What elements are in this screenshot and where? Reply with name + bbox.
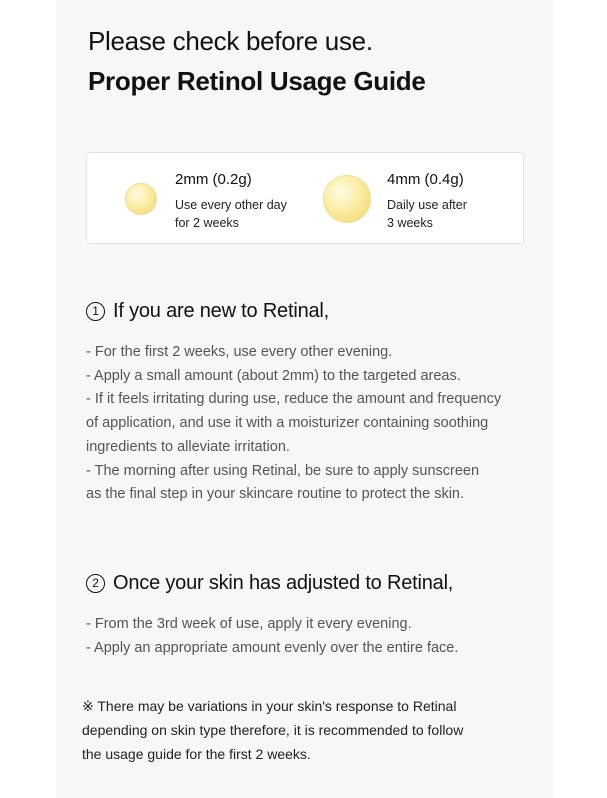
dosage-card (86, 152, 524, 244)
section-title: If you are new to Retinal, (113, 300, 330, 322)
dose-description-line: for 2 weeks (175, 216, 239, 230)
body-line: - From the 3rd week of use, apply it every evening. (86, 616, 412, 632)
dose-description-line: Use every other day (175, 198, 287, 212)
dose-description-line: 3 weeks (387, 216, 433, 230)
body-line: ingredients to alleviate irritation. (86, 438, 290, 455)
circled-number-icon: 1 (86, 302, 105, 321)
page-title: Proper Retinol Usage Guide (88, 66, 426, 96)
dose-amount-small: 2mm (0.2g) (175, 171, 252, 188)
body-line: - Apply a small amount (about 2mm) to the targeted areas. (86, 367, 461, 384)
dose-amount-large: 4mm (0.4g) (387, 171, 464, 188)
body-line: - The morning after using Retinal, be sure to apply sunscreen (86, 462, 480, 479)
page-subtitle: Please check before use. (88, 26, 373, 56)
body-line: - Apply an appropriate amount evenly over the entire face. (86, 639, 459, 656)
note-line: depending on skin type therefore, it is recommended to follow (82, 722, 464, 738)
section-heading-new-user (86, 300, 329, 323)
dose-description-small (175, 196, 287, 232)
section-title: Once your skin has adjusted to Retinal, (113, 572, 454, 594)
dose-description-line: Daily use after (387, 198, 467, 212)
section-body-adjusted (86, 613, 458, 660)
body-line: - If it feels irritating during use, reduce the amount and frequency (86, 391, 502, 408)
usage-note (82, 694, 463, 766)
note-line: the usage guide for the first 2 weeks. (82, 746, 311, 762)
section-heading-adjusted (86, 572, 453, 595)
note-line: ※ There may be variations in your skin's response to Retinal (82, 698, 457, 714)
dose-description-large (387, 196, 467, 232)
small-drop-icon (125, 183, 157, 215)
body-line: - For the first 2 weeks, use every other evening. (86, 344, 393, 360)
circled-number-icon: 2 (86, 574, 105, 593)
section-body-new-user (86, 341, 501, 507)
large-drop-icon (323, 175, 371, 223)
body-line: as the final step in your skincare routine to protect the skin. (86, 486, 465, 503)
body-line: of application, and use it with a moisturizer containing soothing (86, 415, 489, 432)
